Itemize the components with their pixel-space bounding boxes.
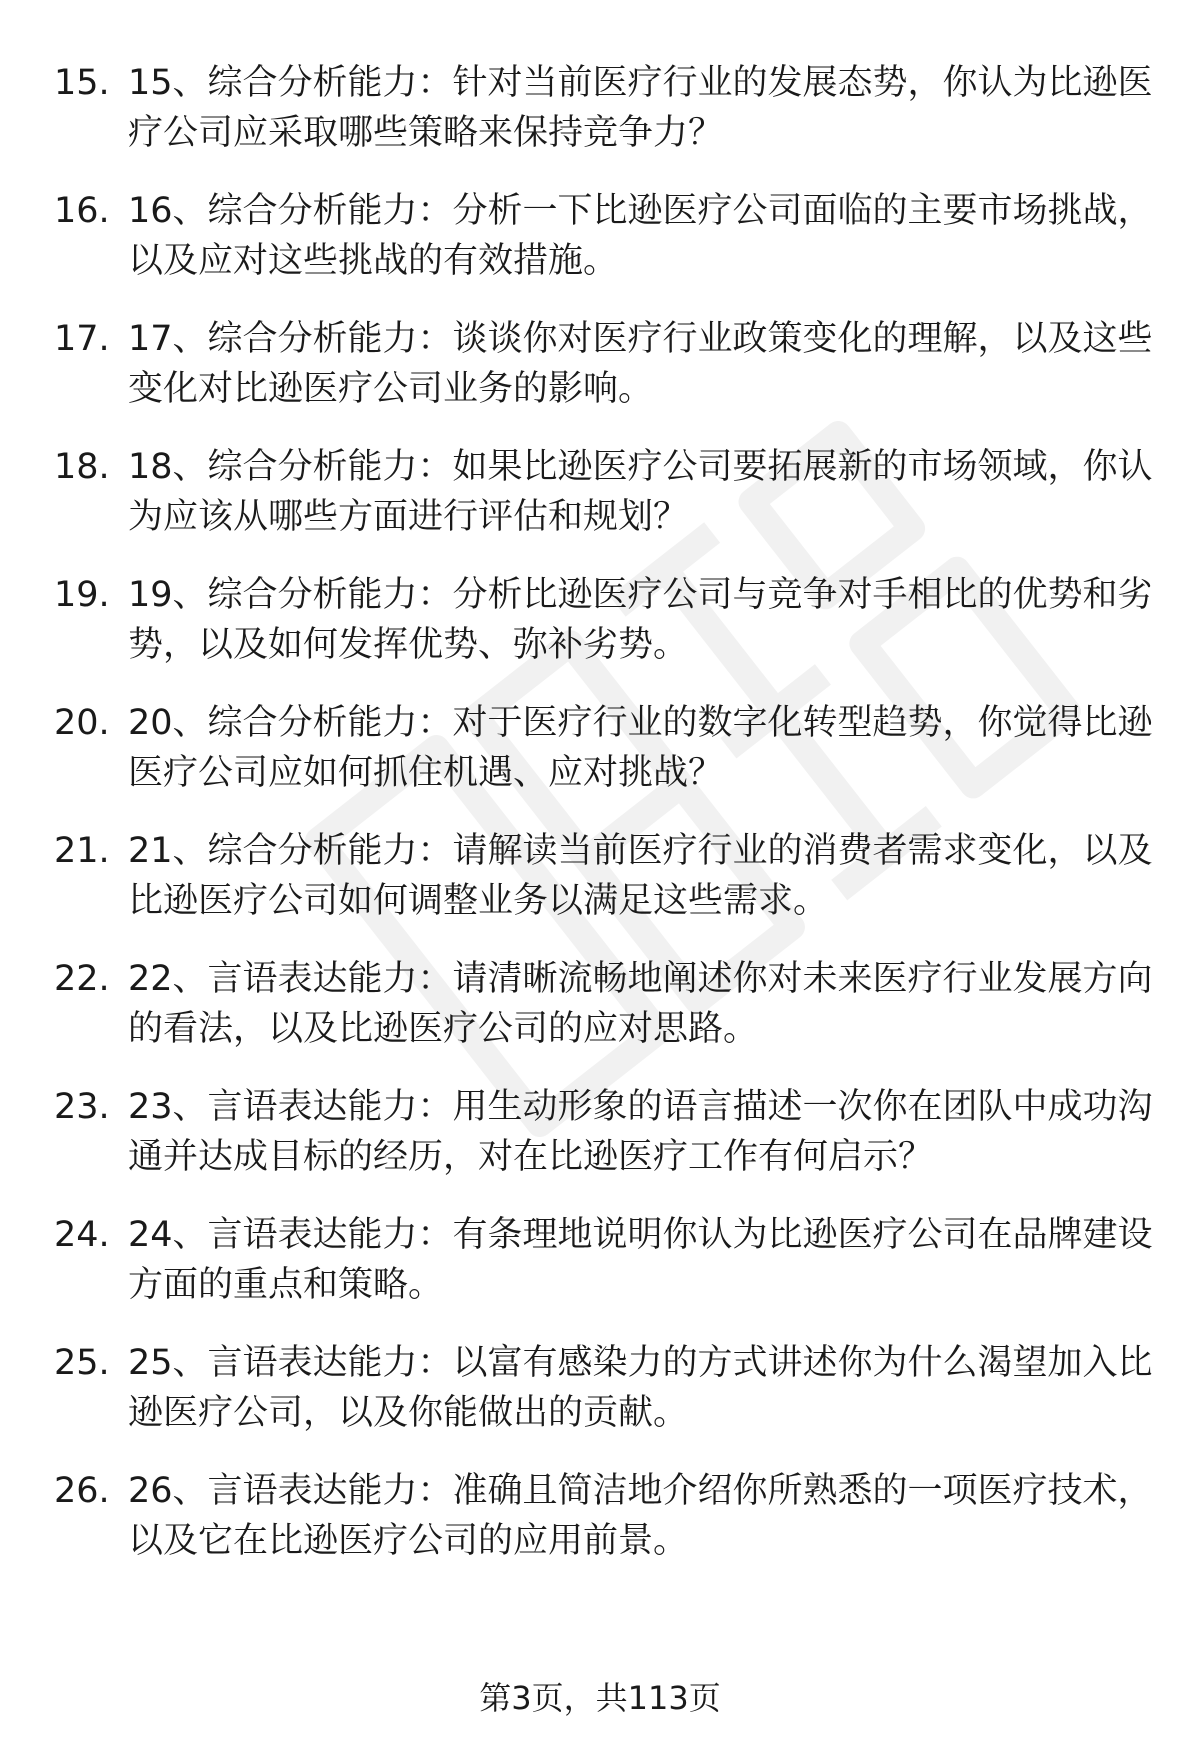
list-item [0, 314, 1200, 442]
list-item [0, 826, 1200, 954]
item-number: 18. [54, 447, 110, 487]
page-number-footer: 第3页，共113页 [479, 1679, 721, 1717]
item-number: 15. [54, 63, 110, 103]
item-number: 16. [54, 191, 110, 231]
list-item [0, 698, 1200, 826]
list-item [0, 570, 1200, 698]
item-text: 16、综合分析能力：分析一下比逊医疗公司面临的主要市场挑战，以及应对这些挑战的有效措施。 [128, 191, 1153, 281]
item-number: 17. [54, 319, 110, 359]
item-text: 23、言语表达能力：用生动形象的语言描述一次你在团队中成功沟通并达成目标的经历，对在比逊医疗工作有何启示？ [128, 1087, 1153, 1177]
item-number: 26. [54, 1471, 110, 1511]
question-list [0, 58, 1200, 1594]
list-item [0, 1082, 1200, 1210]
list-item [0, 58, 1200, 186]
item-number: 20. [54, 703, 110, 743]
item-text: 20、综合分析能力：对于医疗行业的数字化转型趋势，你觉得比逊医疗公司应如何抓住机遇、应对挑战？ [128, 703, 1153, 793]
item-text: 26、言语表达能力：准确且简洁地介绍你所熟悉的一项医疗技术，以及它在比逊医疗公司的应用前景。 [128, 1471, 1153, 1561]
list-item [0, 442, 1200, 570]
item-number: 23. [54, 1087, 110, 1127]
list-item [0, 1338, 1200, 1466]
item-text: 24、言语表达能力：有条理地说明你认为比逊医疗公司在品牌建设方面的重点和策略。 [128, 1215, 1153, 1305]
list-item [0, 186, 1200, 314]
item-text: 21、综合分析能力：请解读当前医疗行业的消费者需求变化，以及比逊医疗公司如何调整业务以满足这些需求。 [128, 831, 1153, 921]
item-text: 15、综合分析能力：针对当前医疗行业的发展态势，你认为比逊医疗公司应采取哪些策略来保持竞争力？ [128, 63, 1153, 153]
list-item [0, 1210, 1200, 1338]
item-text: 22、言语表达能力：请清晰流畅地阐述你对未来医疗行业发展方向的看法，以及比逊医疗公司的应对思路。 [128, 959, 1153, 1049]
item-text: 19、综合分析能力：分析比逊医疗公司与竞争对手相比的优势和劣势，以及如何发挥优势、弥补劣势。 [128, 575, 1153, 665]
item-text: 25、言语表达能力：以富有感染力的方式讲述你为什么渴望加入比逊医疗公司，以及你能做出的贡献。 [128, 1343, 1153, 1433]
item-text: 17、综合分析能力：谈谈你对医疗行业政策变化的理解，以及这些变化对比逊医疗公司业务的影响。 [128, 319, 1153, 409]
item-number: 21. [54, 831, 110, 871]
item-number: 22. [54, 959, 110, 999]
item-text: 18、综合分析能力：如果比逊医疗公司要拓展新的市场领域，你认为应该从哪些方面进行评估和规划？ [128, 447, 1153, 537]
item-number: 24. [54, 1215, 110, 1255]
list-item [0, 954, 1200, 1082]
list-item [0, 1466, 1200, 1594]
item-number: 19. [54, 575, 110, 615]
item-number: 25. [54, 1343, 110, 1383]
